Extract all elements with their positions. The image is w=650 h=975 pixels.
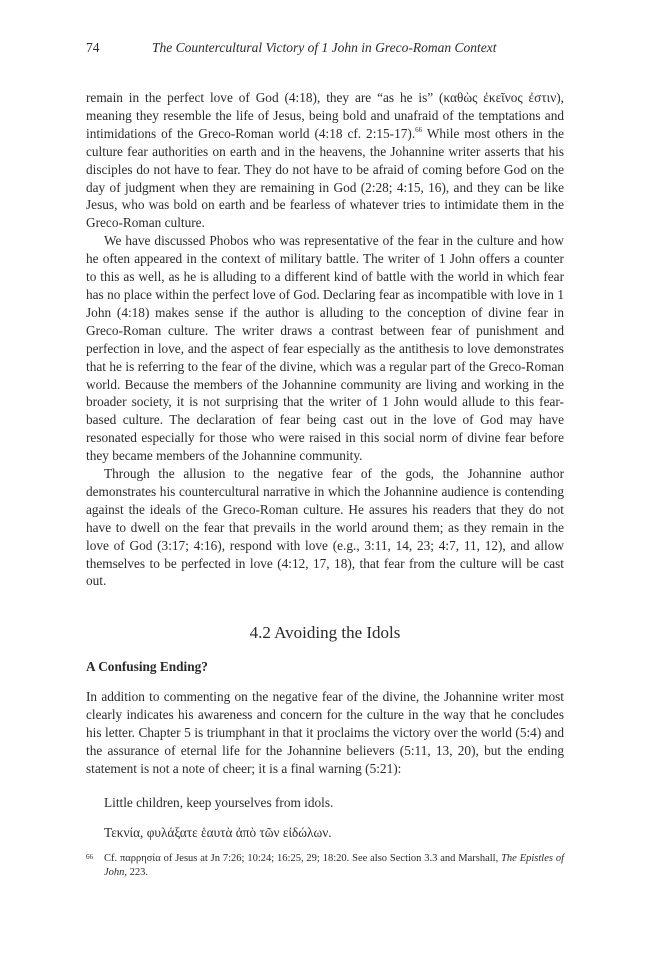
footnote-ref[interactable]: 66 — [415, 125, 423, 134]
footnote-number: 66 — [86, 853, 93, 861]
main-text — [86, 89, 564, 853]
quote-greek: Τεκνία, φυλάξατε ἑαυτὰ ἀπὸ τῶν εἰδώλων. — [104, 824, 332, 840]
block-quote — [104, 793, 564, 843]
paragraph-1: remain in the perfect love of God (4:18), they are “as he is” (καθὼς ἐκεῖνος ἐστιν), meaning they resemble the life of Jesus, being bold and unafraid of the temptations and intimidations of the Greco-Roman world (4:18 cf. 2:15-17).$^{66}$ While most others in the culture fear authorities on earth and in the heavens, the Johannine writer asserts that his disciples do not have to fear. They do not have to be afraid of coming before God on the day of judgment when they are remaining in God (2:28; 4:15, 16), and they can be like Jesus, who was bold on earth and be fearless of whatever tries to intimidate them in the Greco-Roman culture. — [86, 90, 564, 231]
page-number: 74 — [86, 40, 100, 55]
running-title: The Countercultural Victory of 1 John in Greco-Roman Context — [152, 40, 497, 55]
footnote-66: 66 Cf. παρρησία of Jesus at Jn 7:26; 10:24; 16:25, 29; 18:20. See also Section 3.3 and Marshall, The Epistles of John, 223. — [86, 852, 564, 880]
paragraph-4: In addition to commenting on the negative fear of the divine, the Johannine writer most clearly indicates his awareness and concern for the culture in the way that he concludes his letter. Chapter 5 is triumphant in that it proclaims the victory over the world (5:4) and the assurance of eternal life for the Johannine believers (5:11, 13, 20), but the ending statement is not a note of cheer; it is a final warning (5:21): — [86, 689, 564, 776]
section-title: 4.2 Avoiding the Idols — [249, 623, 401, 643]
paragraph-2: We have discussed Phobos who was representative of the fear in the culture and how he often appeared in the context of military battle. The writer of 1 John offers a counter to this as well, as he is alluding to a different kind of battle with the world in which fear has no place within the perfect love of God. Declaring fear as incompatible with love in 1 John (4:18) makes sense if the author is alluding to the conception of divine fear in Greco-Roman culture. The writer draws a contrast between fear of punishment and perfection in love, and the aspect of fear especially as the antithesis to love demonstrates that he is referring to the fear of the divine, which was a regular part of the Greco-Roman world. Because the members of the Johannine community are living and working in the broader society, it is not surprising that the writer of 1 John would allude to this fear-based culture. The declaration of fear being cast out in the love of God may have resonated especially for those who were raised in this social norm of divine fear before they became members of the Johannine community. — [86, 233, 564, 464]
footnotes — [86, 852, 564, 880]
paragraph-3: Through the allusion to the negative fear of the gods, the Johannine author demonstrates his countercultural narrative in which the Johannine audience is contending against the ideals of the Greco-Roman culture. He assures his readers that they do not have to dwell on the fear that prevails in the world around them; as they remain in the love of God (3:17; 4:16), respond with love (e.g., 3:11, 14, 23; 4:7, 11, 12), and allow themselves to be perfected in love (4:12, 17, 18), that fear from the culture will be cast out. — [86, 466, 564, 589]
quote-english: Little children, keep yourselves from idols. — [104, 794, 334, 810]
page-header — [86, 40, 564, 60]
footnote-book-title: The Epistles of John, — [104, 853, 564, 878]
subheading: A Confusing Ending? — [86, 659, 208, 675]
